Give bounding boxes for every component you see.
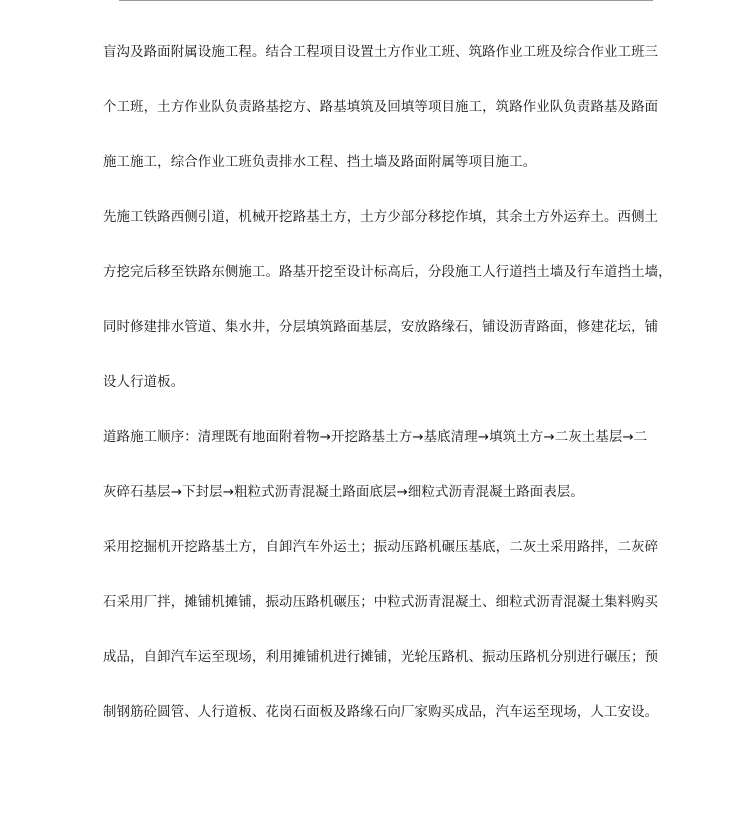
paragraph-construction-method (103, 208, 673, 428)
text-line: 制钢筋砼圆管、人行道板、花岗石面板及路缘石向厂家购买成品，汽车运至现场，人工安设。 (103, 705, 659, 720)
text-line: 设人行道板。 (103, 375, 185, 390)
text-line: 成品，自卸汽车运至现场，利用摊铺机进行摊铺，光轮压路机、振动压路机分别进行碾压；预 (103, 650, 659, 665)
paragraph-construction-sequence (103, 428, 673, 538)
text-line: 方挖完后移至铁路东侧施工。路基开挖至设计标高后，分段施工人行道挡土墙及行车道挡土墙， (103, 265, 672, 280)
header-rule (119, 0, 653, 1)
text-line: 个工班，土方作业队负责路基挖方、路基填筑及回填等项目施工，筑路作业队负责路基及路面 (103, 100, 659, 115)
text-line: 灰碎石基层→下封层→粗粒式沥青混凝土路面底层→细粒式沥青混凝土路面表层。 (103, 485, 584, 500)
paragraph-construction-organization (103, 43, 673, 208)
text-line: 施工施工，综合作业工班负责排水工程、挡土墙及路面附属等项目施工。 (103, 155, 537, 170)
text-line: 道路施工顺序：清理既有地面附着物→开挖路基土方→基底清理→填筑土方→二灰土基层→二 (103, 430, 648, 445)
document-body (103, 43, 673, 758)
text-line: 同时修建排水管道、集水井，分层填筑路面基层，安放路缘石，铺设沥青路面，修建花坛，铺 (103, 320, 659, 335)
text-line: 采用挖掘机开挖路基土方，自卸汽车外运土；振动压路机碾压基底，二灰土采用路拌，二灰碎 (103, 540, 659, 555)
text-line: 先施工铁路西侧引道，机械开挖路基土方，土方少部分移挖作填，其余土方外运弃土。西侧土 (103, 210, 659, 225)
text-line: 石采用厂拌，摊铺机摊铺，振动压路机碾压；中粒式沥青混凝土、细粒式沥青混凝土集料购买 (103, 595, 659, 610)
paragraph-equipment-method (103, 538, 673, 758)
text-line: 盲沟及路面附属设施工程。结合工程项目设置土方作业工班、筑路作业工班及综合作业工班三 (103, 45, 659, 60)
